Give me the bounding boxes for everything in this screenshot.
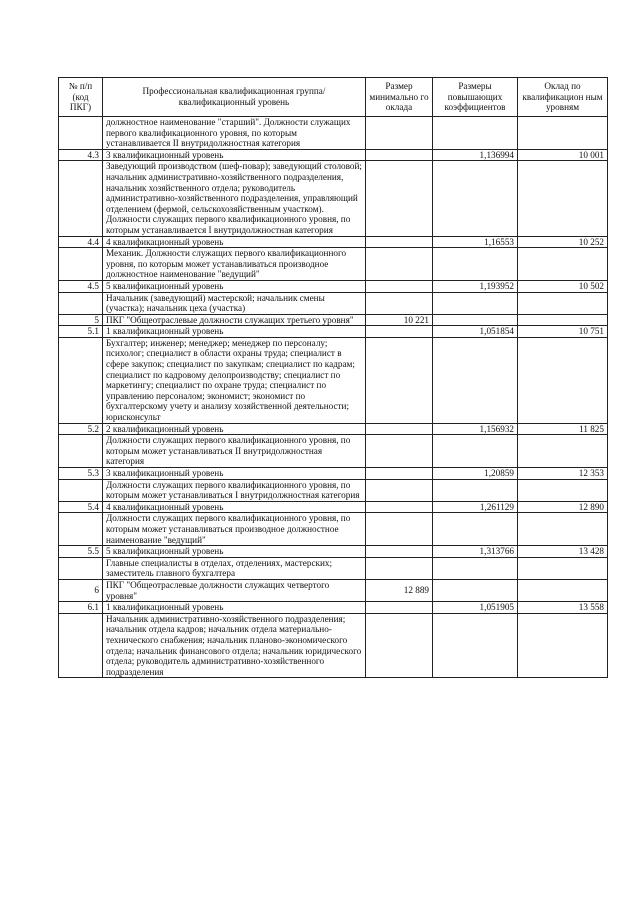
- row-number: 5.3: [59, 468, 103, 480]
- salary-cell: [518, 117, 608, 150]
- position-description: должностное наименование "старший". Должности служащих первого квалификационного уровня, по которым устанавливается II внутридолжностная категория: [103, 117, 366, 150]
- min-salary-cell: [366, 423, 433, 435]
- coefficient-value: 1,051854: [433, 326, 518, 338]
- position-description: Должности служащих первого квалификационного уровня, по которым может устанавливаться I внутридолжностная категория: [103, 479, 366, 501]
- min-salary-cell: [366, 501, 433, 513]
- min-salary-cell: [366, 236, 433, 248]
- min-salary-cell: [366, 117, 433, 150]
- salary-cell: [518, 579, 608, 601]
- coefficient-cell: [433, 117, 518, 150]
- coefficient-cell: [433, 479, 518, 501]
- salary-value: 13 558: [518, 602, 608, 614]
- salary-cell: [518, 557, 608, 579]
- salary-cell: [518, 314, 608, 326]
- number-cell: [59, 292, 103, 314]
- position-description: Механик. Должности служащих первого квалификационного уровня, по которым может устанавливаться производное должностное наименование "ведущий": [103, 248, 366, 281]
- level-row: [59, 468, 608, 480]
- header-group: Профессиональная квалификационная группа/квалификационный уровень: [103, 78, 366, 117]
- group-row: [59, 579, 608, 601]
- salary-value: 11 825: [518, 423, 608, 435]
- salary-value: 10 751: [518, 326, 608, 338]
- min-salary-value: 10 221: [366, 314, 433, 326]
- coefficient-cell: [433, 248, 518, 281]
- description-row: [59, 161, 608, 236]
- min-salary-cell: [366, 602, 433, 614]
- number-cell: [59, 513, 103, 546]
- min-salary-cell: [366, 149, 433, 161]
- min-salary-cell: [366, 280, 433, 292]
- min-salary-cell: [366, 479, 433, 501]
- coefficient-cell: [433, 337, 518, 423]
- row-number: 4.5: [59, 280, 103, 292]
- salary-cell: [518, 435, 608, 468]
- coefficient-cell: [433, 513, 518, 546]
- row-number: 6.1: [59, 602, 103, 614]
- min-salary-cell: [366, 248, 433, 281]
- group-row: [59, 314, 608, 326]
- min-salary-cell: [366, 468, 433, 480]
- description-row: [59, 557, 608, 579]
- description-row: [59, 117, 608, 150]
- description-row: [59, 513, 608, 546]
- min-salary-cell: [366, 613, 433, 678]
- row-number: 4.4: [59, 236, 103, 248]
- number-cell: [59, 435, 103, 468]
- salary-cell: [518, 292, 608, 314]
- coefficient-cell: [433, 579, 518, 601]
- coefficient-cell: [433, 292, 518, 314]
- coefficient-value: 1,156932: [433, 423, 518, 435]
- number-cell: [59, 161, 103, 236]
- group-number: 6: [59, 579, 103, 601]
- min-salary-cell: [366, 435, 433, 468]
- coefficient-cell: [433, 613, 518, 678]
- coefficient-value: 1,261129: [433, 501, 518, 513]
- row-number: 5.4: [59, 501, 103, 513]
- salary-cell: [518, 613, 608, 678]
- min-salary-cell: [366, 326, 433, 338]
- salary-cell: [518, 513, 608, 546]
- description-row: [59, 479, 608, 501]
- level-name: 4 квалификационный уровень: [103, 501, 366, 513]
- level-row: [59, 546, 608, 558]
- level-name: 3 квалификационный уровень: [103, 149, 366, 161]
- min-salary-cell: [366, 161, 433, 236]
- table-header-row: [59, 78, 608, 117]
- position-description: Заведующий производством (шеф-повар); заведующий столовой; начальник административно-хозяйственного подразделения, начальник хозяйственного отдела; руководитель административно-хозяйственного подразделения, управляющий отделением (фермой, сельскохозяйственным участком). Должности служащих первого квалификационного уровня, по которым устанавливается I внутридолжностная категория: [103, 161, 366, 236]
- salary-value: 13 428: [518, 546, 608, 558]
- level-row: [59, 501, 608, 513]
- coefficient-value: 1,051905: [433, 602, 518, 614]
- row-number: 5.2: [59, 423, 103, 435]
- salary-table: [58, 77, 608, 678]
- coefficient-value: 1,313766: [433, 546, 518, 558]
- coefficient-cell: [433, 161, 518, 236]
- salary-value: 10 001: [518, 149, 608, 161]
- number-cell: [59, 248, 103, 281]
- position-description: Должности служащих первого квалификационного уровня, по которым может устанавливаться II внутридолжностная категория: [103, 435, 366, 468]
- salary-value: 12 890: [518, 501, 608, 513]
- description-row: [59, 613, 608, 678]
- min-salary-cell: [366, 337, 433, 423]
- row-number: 5.5: [59, 546, 103, 558]
- group-number: 5: [59, 314, 103, 326]
- salary-cell: [518, 337, 608, 423]
- header-min-salary: Размер минимально го оклада: [366, 78, 433, 117]
- number-cell: [59, 117, 103, 150]
- salary-value: 10 502: [518, 280, 608, 292]
- min-salary-value: 12 889: [366, 579, 433, 601]
- level-name: 4 квалификационный уровень: [103, 236, 366, 248]
- salary-cell: [518, 479, 608, 501]
- min-salary-cell: [366, 292, 433, 314]
- coefficient-value: 1,136994: [433, 149, 518, 161]
- salary-cell: [518, 161, 608, 236]
- coefficient-value: 1,16553: [433, 236, 518, 248]
- group-name: ПКГ "Общеотраслевые должности служащих третьего уровня": [103, 314, 366, 326]
- description-row: [59, 292, 608, 314]
- number-cell: [59, 557, 103, 579]
- level-name: 1 квалификационный уровень: [103, 602, 366, 614]
- level-name: 2 квалификационный уровень: [103, 423, 366, 435]
- min-salary-cell: [366, 546, 433, 558]
- level-row: [59, 236, 608, 248]
- position-description: Должности служащих первого квалификационного уровня, по которым может устанавливаться производное должностное наименование "ведущий": [103, 513, 366, 546]
- salary-cell: [518, 248, 608, 281]
- position-description: Начальник (заведующий) мастерской; начальник смены (участка); начальник цеха (участка): [103, 292, 366, 314]
- level-name: 5 квалификационный уровень: [103, 546, 366, 558]
- min-salary-cell: [366, 557, 433, 579]
- description-row: [59, 248, 608, 281]
- level-row: [59, 326, 608, 338]
- salary-value: 12 353: [518, 468, 608, 480]
- position-description: Бухгалтер; инженер; менеджер; менеджер по персоналу; психолог; специалист в области охраны труда; специалист в сфере закупок; специалист по закупкам; специалист по кадрам; специалист по кадровому делопроизводству; специалист по маркетингу; специалист по охране труда; специалист по управлению персоналом; экономист; экономист по бухгалтерскому учету и анализу хозяйственной деятельности; юрисконсульт: [103, 337, 366, 423]
- level-row: [59, 280, 608, 292]
- level-row: [59, 423, 608, 435]
- row-number: 4.3: [59, 149, 103, 161]
- coefficient-value: 1,20859: [433, 468, 518, 480]
- level-name: 3 квалификационный уровень: [103, 468, 366, 480]
- description-row: [59, 435, 608, 468]
- position-description: Начальник административно-хозяйственного подразделения; начальник отдела кадров; начальник отдела материально-технического снабжения; начальник планово-экономического отдела; начальник финансового отдела; начальник юридического отдела; руководитель административно-хозяйственного подразделения: [103, 613, 366, 678]
- coefficient-cell: [433, 435, 518, 468]
- min-salary-cell: [366, 513, 433, 546]
- row-number: 5.1: [59, 326, 103, 338]
- header-salary: Оклад по квалификацион ным уровням: [518, 78, 608, 117]
- table-body: [59, 117, 608, 678]
- position-description: Главные специалисты в отделах, отделениях, мастерских; заместитель главного бухгалтера: [103, 557, 366, 579]
- level-name: 1 квалификационный уровень: [103, 326, 366, 338]
- header-coefficients: Размеры повышающих коэффициентов: [433, 78, 518, 117]
- coefficient-cell: [433, 314, 518, 326]
- level-row: [59, 149, 608, 161]
- number-cell: [59, 613, 103, 678]
- group-name: ПКГ "Общеотраслевые должности служащих четвертого уровня": [103, 579, 366, 601]
- number-cell: [59, 479, 103, 501]
- header-num: № п/п (код ПКГ): [59, 78, 103, 117]
- coefficient-value: 1,193952: [433, 280, 518, 292]
- level-name: 5 квалификационный уровень: [103, 280, 366, 292]
- salary-value: 10 252: [518, 236, 608, 248]
- description-row: [59, 337, 608, 423]
- level-row: [59, 602, 608, 614]
- coefficient-cell: [433, 557, 518, 579]
- number-cell: [59, 337, 103, 423]
